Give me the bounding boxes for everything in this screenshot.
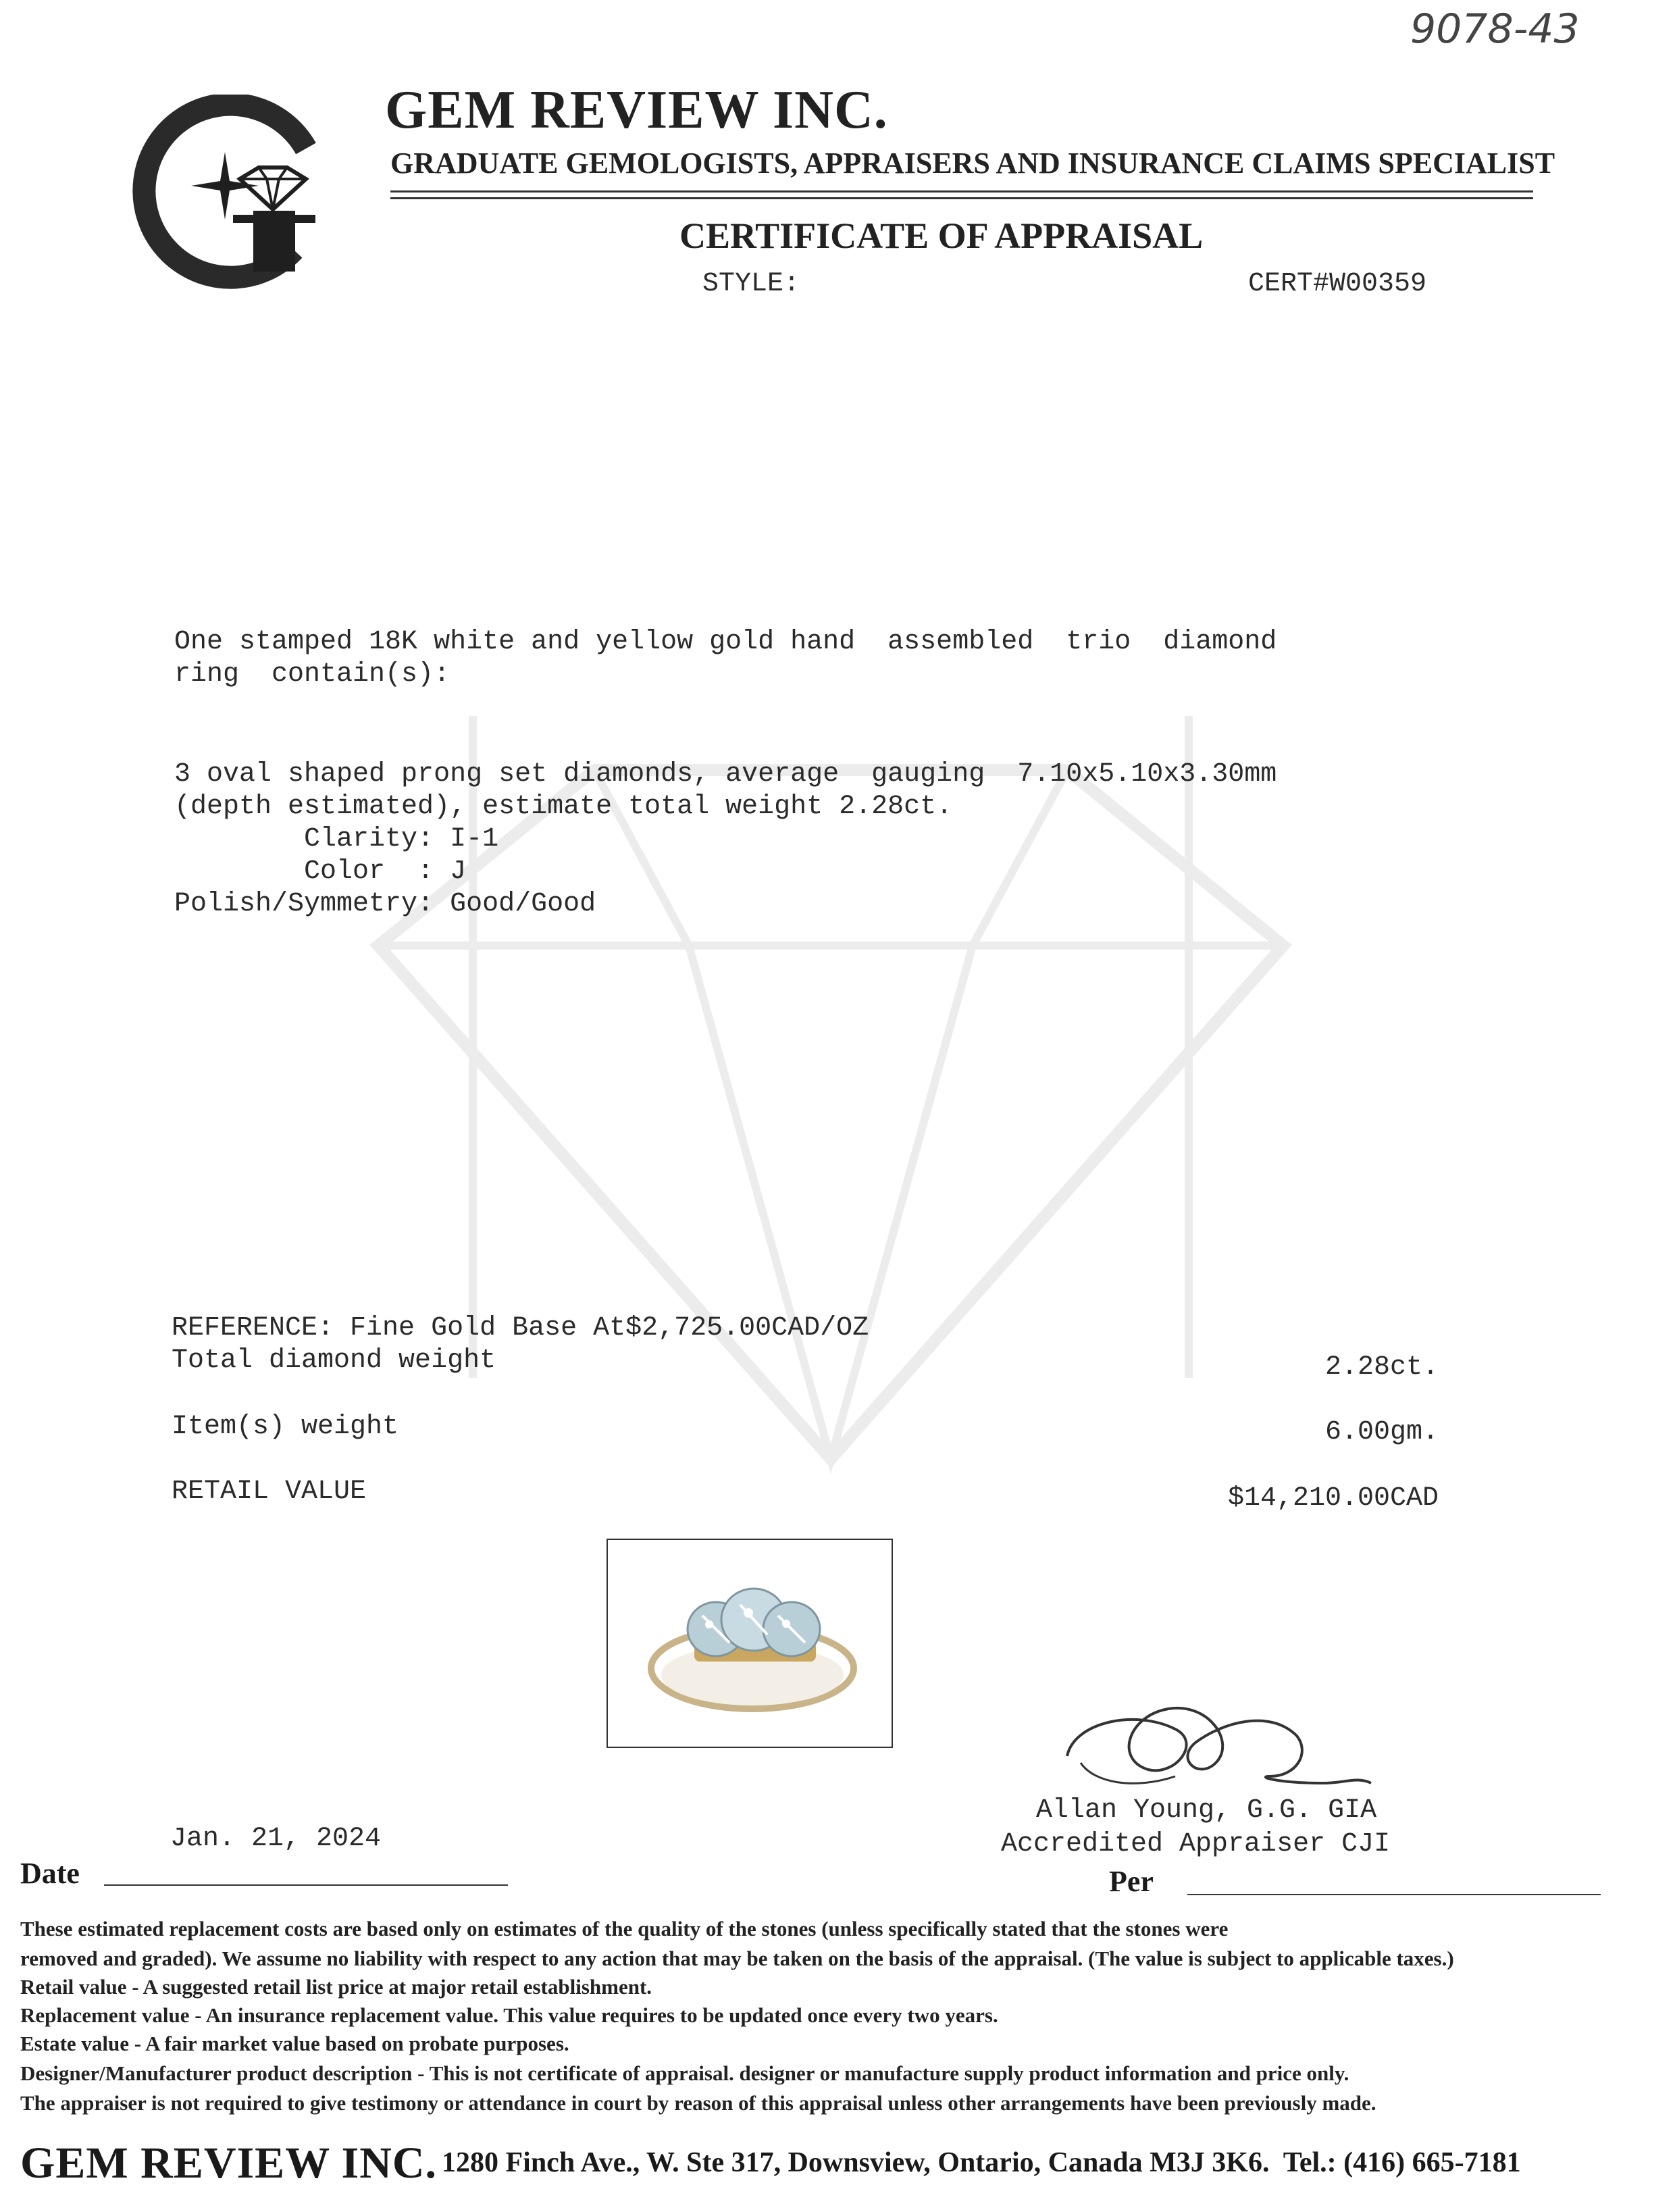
appraiser-signature-icon	[1054, 1682, 1378, 1803]
date-label: Date	[20, 1857, 80, 1890]
per-label: Per	[1109, 1865, 1154, 1898]
polish-symmetry-grade: Polish/Symmetry: Good/Good	[174, 889, 596, 919]
total-diamond-weight-label: Total diamond weight	[172, 1345, 496, 1376]
footer-company-name: GEM REVIEW INC.	[20, 2138, 438, 2188]
ring-photo	[607, 1539, 893, 1748]
ring-image-icon	[608, 1540, 892, 1747]
company-logo-icon	[132, 95, 328, 297]
diamond-description-line-1: 3 oval shaped prong set diamonds, average gauging 7.10x5.10x3.30mm	[174, 759, 1277, 790]
cert-number: CERT#W00359	[1248, 269, 1427, 299]
document-title: CERTIFICATE OF APPRAISAL	[679, 215, 1204, 256]
appraiser-name: Allan Young, G.G. GIA	[1036, 1795, 1377, 1826]
total-diamond-weight-value: 2.28ct.	[1324, 1352, 1439, 1383]
disclaimer-line: Designer/Manufacturer product description - This is not certificate of appraisal. designer or manufacture supply product information and price only.	[20, 2061, 1349, 2085]
header-rule-bottom	[390, 197, 1533, 199]
item-description-line-2: ring contain(s):	[174, 659, 450, 690]
footer-address: 1280 Finch Ave., W. Ste 317, Downsview, Ontario, Canada M3J 3K6. Tel.: (416) 665-7181	[442, 2147, 1521, 2178]
disclaimer-line: Estate value - A fair market value based on probate purposes.	[20, 2032, 569, 2055]
disclaimer-line: Replacement value - An insurance replacement value. This value requires to be updated once every two years.	[20, 2003, 998, 2027]
appraiser-credentials: Accredited Appraiser CJI	[1001, 1829, 1391, 1859]
handwritten-file-number: 9078-43	[1410, 5, 1580, 53]
clarity-grade: Clarity: I-1	[174, 824, 499, 854]
style-label: STYLE:	[702, 269, 800, 299]
date-signature-line	[104, 1884, 508, 1886]
appraisal-date: Jan. 21, 2024	[170, 1824, 382, 1854]
disclaimer-line: The appraiser is not required to give testimony or attendance in court by reason of this appraisal unless other arrangements have been previously made.	[20, 2091, 1376, 2115]
gold-reference: REFERENCE: Fine Gold Base At$2,725.00CAD/OZ	[172, 1313, 869, 1343]
color-grade: Color : J	[174, 856, 467, 887]
retail-value-amount: $14,210.00CAD	[1227, 1483, 1439, 1514]
item-description-line-1: One stamped 18K white and yellow gold hand assembled trio diamond	[174, 627, 1277, 657]
disclaimer-line: Retail value - A suggested retail list price at major retail establishment.	[20, 1975, 652, 1999]
per-signature-line	[1187, 1894, 1601, 1895]
diamond-description-line-2: (depth estimated), estimate total weight 2.28ct.	[174, 792, 953, 822]
header-rule-top	[390, 190, 1533, 192]
disclaimer-line: removed and graded). We assume no liability with respect to any action that may be taken on the basis of the appraisal. (The value is subject to applicable taxes.)	[20, 1947, 1454, 1970]
company-subtitle: GRADUATE GEMOLOGISTS, APPRAISERS AND INSURANCE CLAIMS SPECIALIST	[390, 147, 1555, 180]
company-name: GEM REVIEW INC.	[385, 80, 888, 140]
retail-value-label: RETAIL VALUE	[172, 1476, 367, 1507]
item-weight-label: Item(s) weight	[172, 1412, 399, 1442]
disclaimer-line: These estimated replacement costs are based only on estimates of the quality of the stones (unless specifically stated that the stones were	[20, 1917, 1229, 1940]
item-weight-value: 6.00gm.	[1324, 1417, 1439, 1447]
